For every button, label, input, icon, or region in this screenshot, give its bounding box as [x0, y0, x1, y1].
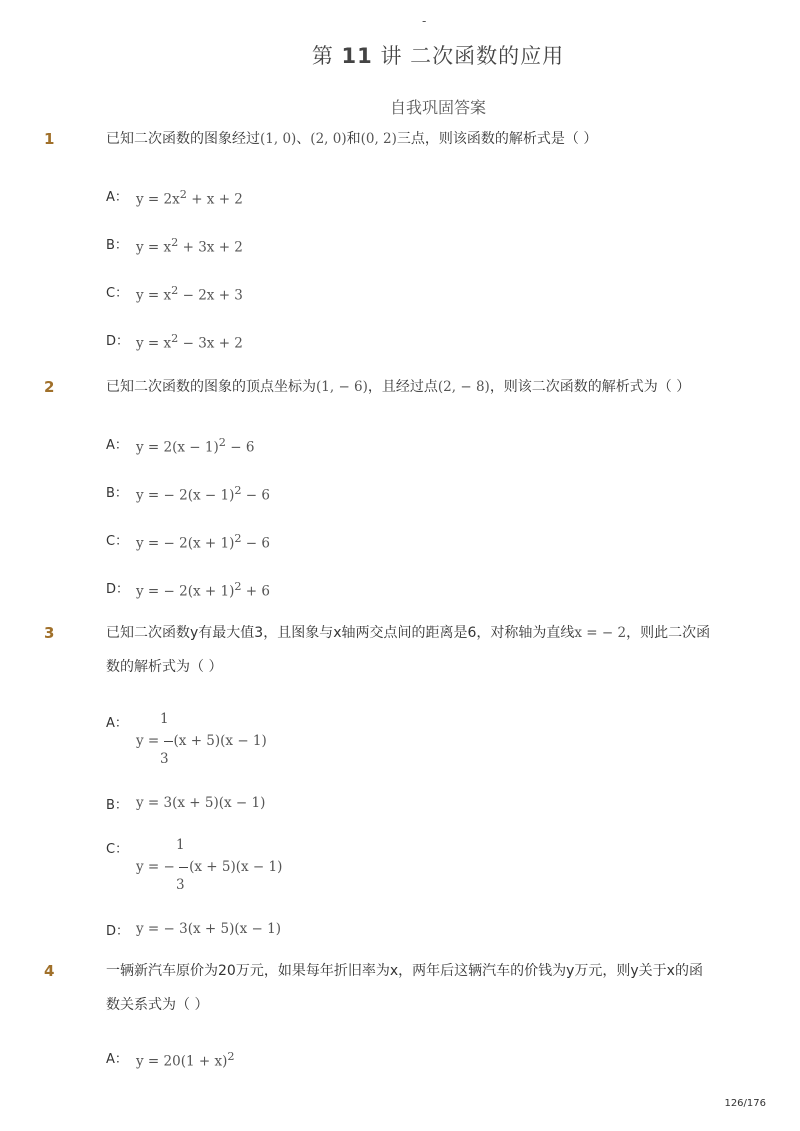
q1-option-c-label[interactable]: C： — [106, 286, 129, 301]
q1-option-c-math: $y = x^2 - 2x + 3$ — [136, 284, 243, 304]
q3-option-c-math: y = − (x + 5)(x − 1) — [136, 859, 283, 875]
q2-math-2: (2, − 8) — [437, 379, 490, 395]
q1-text-4: 三点，则该函数的解析式是（ ） — [396, 131, 598, 147]
q2-text-2: ，且经过点 — [367, 379, 438, 395]
q1-option-d-label[interactable]: D： — [106, 334, 130, 349]
q2-option-c-math: y = − $2(x + 1)^2 - 6$ — [136, 532, 270, 552]
q3-option-d-math: y = − 3(x + 5)(x − 1) — [136, 921, 281, 937]
question-3-text — [106, 616, 726, 650]
page-number: 126/176 — [724, 1098, 766, 1109]
q1-option-d-math: $y = x^2 - 3x + 2$ — [136, 332, 243, 352]
q2-option-b-math: y = − $2(x - 1)^2 - 6$ — [136, 484, 270, 504]
q2-option-c-label[interactable]: C： — [106, 534, 129, 549]
question-4-text: 一辆新汽车原价为20万元，如果每年折旧率为x，两年后这辆汽车的价钱为y万元，则y关于x的函 — [106, 963, 703, 979]
q1-math-3: (0, 2) — [360, 131, 397, 147]
q2-option-b-label[interactable]: B： — [106, 486, 128, 501]
title-number: 11 — [341, 44, 373, 68]
page-subtitle: 自我巩固答案 — [389, 98, 486, 117]
q3-text-2: ，则此二次函 — [626, 625, 711, 641]
q3-option-a-fraction-denominator: 3 — [160, 751, 169, 767]
question-4-number: 4 — [44, 962, 55, 980]
q3-option-c-fraction-denominator: 3 — [176, 877, 185, 893]
q4-option-a-math: $y = 20(1 + x)^2$ — [136, 1050, 235, 1070]
q1-option-a-label[interactable]: A： — [106, 190, 128, 205]
q4-option-a-label[interactable]: A： — [106, 1052, 128, 1067]
q3-option-d-label[interactable]: D： — [106, 924, 130, 939]
title-rest: 讲 二次函数的应用 — [380, 44, 565, 68]
q1-math-1: (1, 0) — [260, 131, 297, 147]
page-title — [0, 40, 800, 70]
question-3-text-line2: 数的解析式为（ ） — [106, 659, 223, 675]
q3-option-a-label[interactable]: A： — [106, 716, 128, 731]
q1-option-a-math: $y = 2x^2 + x + 2$ — [136, 188, 243, 208]
q1-option-b-math: $y = x^2 + 3x + 2$ — [136, 236, 243, 256]
q2-text-1: 已知二次函数的图象的顶点坐标为 — [106, 379, 316, 395]
q3-option-b-label[interactable]: B： — [106, 798, 128, 813]
q1-text-1: 已知二次函数的图象经过 — [106, 131, 260, 147]
q3-option-b-math: y = 3(x + 5)(x − 1) — [136, 795, 266, 811]
q3-option-c-fraction-numerator: 1 — [176, 837, 185, 853]
question-1-text — [106, 122, 726, 156]
title-prefix: 第 — [311, 44, 334, 68]
q1-text-2: 、 — [296, 131, 311, 147]
q2-option-a-label[interactable]: A： — [106, 438, 128, 453]
q3-text-1: 已知二次函数y有最大值3，且图象与x轴两交点间的距离是6，对称轴为直线 — [106, 625, 575, 641]
q2-text-3: ，则该二次函数的解析式为（ ） — [489, 379, 691, 395]
q2-math-1: (1, − 6) — [316, 379, 368, 395]
q3-math-1: x = − 2 — [574, 625, 627, 641]
q1-text-3: 和 — [346, 131, 361, 147]
q3-option-c-label[interactable]: C： — [106, 842, 129, 857]
q2-option-d-label[interactable]: D： — [106, 582, 130, 597]
question-3-number: 3 — [44, 624, 55, 642]
q1-option-b-label[interactable]: B： — [106, 238, 128, 253]
question-2-text — [106, 370, 726, 404]
q2-option-a-math: $y = 2(x - 1)^2 - 6$ — [136, 436, 255, 456]
q1-math-2: (2, 0) — [310, 131, 347, 147]
question-4-text-line2: 数关系式为（ ） — [106, 997, 209, 1013]
header-dash: - — [422, 14, 427, 28]
question-1-number: 1 — [44, 130, 55, 148]
q3-option-a-fraction-numerator: 1 — [160, 711, 169, 727]
q2-option-d-math: y = − $2(x + 1)^2 + 6$ — [136, 580, 270, 600]
question-2-number: 2 — [44, 378, 55, 396]
q3-option-a-math: y = (x + 5)(x − 1) — [136, 733, 267, 749]
